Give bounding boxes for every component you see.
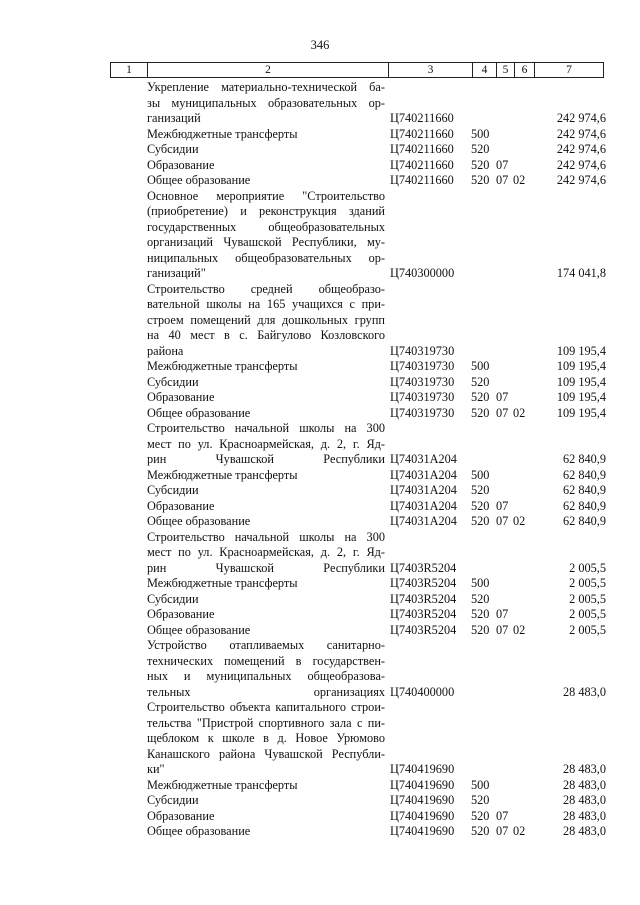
table-row xyxy=(0,406,640,422)
description-line: Межбюджетные трансферты xyxy=(147,359,298,373)
row-col-5: 07 xyxy=(496,157,509,172)
row-col-5: 07 xyxy=(496,824,509,838)
description-line: Образование xyxy=(147,390,215,404)
row-amount: 2 005,5 xyxy=(569,622,606,637)
row-code: Ц7403R5204 xyxy=(390,607,457,621)
description-line: на 40 мест в с. Байгулово Козловского xyxy=(147,328,385,342)
table-row xyxy=(0,158,640,174)
row-description xyxy=(147,592,385,608)
row-col-4: 500 xyxy=(471,126,490,141)
row-code: Ц740211660 xyxy=(390,111,454,125)
row-description xyxy=(147,142,385,158)
description-line: Строительство начальной школы на 300 xyxy=(147,529,385,544)
row-amount: 28 483,0 xyxy=(562,824,606,838)
description-line: Канашского района Чувашской Республи- xyxy=(147,746,385,761)
description-line: Общее образование xyxy=(147,824,251,838)
row-amount: 109 195,4 xyxy=(556,405,606,420)
table-row xyxy=(0,700,640,778)
row-description xyxy=(147,80,385,127)
table-row xyxy=(0,638,640,700)
table-row xyxy=(0,142,640,158)
description-line: Субсидии xyxy=(147,483,199,497)
row-description xyxy=(147,189,385,282)
row-col-4: 520 xyxy=(471,622,490,637)
row-col-5: 07 xyxy=(496,622,509,637)
row-code: Ц740211660 xyxy=(390,126,454,141)
row-col-6: 02 xyxy=(513,622,526,637)
description-line: рин Чувашской Республики xyxy=(147,560,385,575)
description-line: Межбюджетные трансферты xyxy=(147,467,298,482)
row-amount: 109 195,4 xyxy=(556,374,606,389)
header-col-3: 3 xyxy=(388,63,472,77)
row-amount: 28 483,0 xyxy=(562,793,606,807)
row-amount: 28 483,0 xyxy=(562,808,606,823)
row-code: Ц740319730 xyxy=(390,405,455,420)
row-amount: 109 195,4 xyxy=(556,343,606,358)
row-description xyxy=(147,359,385,375)
header-col-5: 5 xyxy=(496,63,514,77)
row-amount: 62 840,9 xyxy=(562,467,606,482)
row-col-5: 07 xyxy=(496,808,509,823)
row-code: Ц74031А204 xyxy=(390,498,457,513)
row-amount: 174 041,8 xyxy=(556,266,606,280)
table-row xyxy=(0,514,640,530)
description-line: Строительство объекта капитального строи- xyxy=(147,700,385,714)
row-amount: 62 840,9 xyxy=(562,498,606,513)
row-description xyxy=(147,282,385,360)
row-description xyxy=(147,809,385,825)
row-description xyxy=(147,638,385,700)
row-code: Ц740419690 xyxy=(390,793,455,807)
description-line: Общее образование xyxy=(147,405,251,420)
row-amount: 28 483,0 xyxy=(562,684,606,699)
row-description xyxy=(147,390,385,406)
description-line: ганизаций" xyxy=(147,266,206,280)
row-amount: 242 974,6 xyxy=(556,126,606,141)
table-header xyxy=(110,62,604,78)
row-col-5: 07 xyxy=(496,514,509,528)
row-col-4: 500 xyxy=(471,576,490,590)
row-amount: 242 974,6 xyxy=(556,157,606,172)
description-line: строем помещений для дошкольных групп xyxy=(147,312,385,327)
row-col-4: 520 xyxy=(471,142,490,156)
row-col-4: 500 xyxy=(471,777,490,792)
row-amount: 28 483,0 xyxy=(562,762,606,776)
row-col-4: 500 xyxy=(471,467,490,482)
row-description xyxy=(147,607,385,623)
row-description xyxy=(147,623,385,639)
description-line: Образование xyxy=(147,607,215,621)
description-line: Общее образование xyxy=(147,173,251,187)
row-code: Ц74031А204 xyxy=(390,452,457,466)
row-col-6: 02 xyxy=(513,173,526,187)
row-amount: 242 974,6 xyxy=(556,173,606,187)
row-col-4: 520 xyxy=(471,607,490,621)
row-code: Ц740319730 xyxy=(390,374,455,389)
table-row xyxy=(0,824,640,840)
row-amount: 242 974,6 xyxy=(556,142,606,156)
table-row xyxy=(0,282,640,360)
description-line: ганизаций xyxy=(147,111,201,125)
row-amount: 62 840,9 xyxy=(562,483,606,497)
row-description xyxy=(147,421,385,468)
table-row xyxy=(0,483,640,499)
row-description xyxy=(147,173,385,189)
row-col-5: 07 xyxy=(496,498,509,513)
row-code: Ц7403R5204 xyxy=(390,622,457,637)
row-description xyxy=(147,700,385,778)
table-row xyxy=(0,80,640,127)
row-description xyxy=(147,499,385,515)
description-line: Образование xyxy=(147,498,215,513)
table-row xyxy=(0,127,640,143)
row-description xyxy=(147,793,385,809)
table-row xyxy=(0,607,640,623)
row-amount: 28 483,0 xyxy=(562,777,606,792)
row-col-4: 520 xyxy=(471,514,490,528)
row-amount: 2 005,5 xyxy=(569,607,606,621)
description-line: тельных организациях xyxy=(147,684,385,699)
description-line: государственных общеобразовательных xyxy=(147,219,385,234)
row-amount: 109 195,4 xyxy=(556,390,606,404)
description-line: Строительство средней общеобразо- xyxy=(147,281,385,296)
row-amount: 2 005,5 xyxy=(569,560,606,575)
row-code: Ц7403R5204 xyxy=(390,560,457,575)
row-code: Ц74031А204 xyxy=(390,483,457,497)
description-line: Межбюджетные трансферты xyxy=(147,576,298,590)
row-description xyxy=(147,778,385,794)
description-line: Основное мероприятие "Строительство xyxy=(147,188,385,203)
row-amount: 242 974,6 xyxy=(556,111,606,125)
description-line: ных и муниципальных общеобразова- xyxy=(147,669,385,683)
row-col-5: 07 xyxy=(496,173,509,187)
description-line: вательной школы на 165 учащихся с при- xyxy=(147,297,385,311)
table-row xyxy=(0,375,640,391)
table-row xyxy=(0,623,640,639)
row-col-6: 02 xyxy=(513,514,526,528)
row-col-4: 520 xyxy=(471,824,490,838)
row-col-5: 07 xyxy=(496,390,509,404)
description-line: Устройство отапливаемых санитарно- xyxy=(147,638,385,652)
description-line: организаций Чувашской Республики, му- xyxy=(147,235,385,249)
header-col-2: 2 xyxy=(147,63,388,77)
description-line: щеблоком к школе в д. Новое Урюмово xyxy=(147,731,385,745)
row-amount: 2 005,5 xyxy=(569,591,606,606)
row-code: Ц7403R5204 xyxy=(390,576,457,590)
table-row xyxy=(0,421,640,468)
description-line: Межбюджетные трансферты xyxy=(147,126,298,141)
description-line: Субсидии xyxy=(147,374,199,389)
table-row xyxy=(0,592,640,608)
row-col-4: 520 xyxy=(471,793,490,807)
description-line: Межбюджетные трансферты xyxy=(147,777,298,792)
description-line: ниципальных общеобразовательных ор- xyxy=(147,250,385,265)
row-code: Ц74031А204 xyxy=(390,514,457,528)
row-code: Ц740211660 xyxy=(390,173,454,187)
header-col-4: 4 xyxy=(472,63,496,77)
row-code: Ц740211660 xyxy=(390,142,454,156)
table-row xyxy=(0,530,640,577)
row-col-6: 02 xyxy=(513,824,526,838)
row-amount: 2 005,5 xyxy=(569,576,606,590)
table-row xyxy=(0,189,640,282)
row-col-4: 520 xyxy=(471,390,490,404)
row-col-4: 500 xyxy=(471,359,490,373)
row-code: Ц7403R5204 xyxy=(390,591,457,606)
table-row xyxy=(0,390,640,406)
row-code: Ц740400000 xyxy=(390,684,455,699)
row-col-4: 520 xyxy=(471,591,490,606)
row-col-4: 520 xyxy=(471,405,490,420)
description-line: района xyxy=(147,343,184,358)
description-line: Общее образование xyxy=(147,514,251,528)
row-col-4: 520 xyxy=(471,808,490,823)
row-description xyxy=(147,406,385,422)
description-line: (приобретение) и реконструкция зданий xyxy=(147,204,385,218)
page-number: 346 xyxy=(310,38,330,52)
description-line: зы муниципальных образовательных ор- xyxy=(147,95,385,110)
row-description xyxy=(147,530,385,577)
row-col-6: 02 xyxy=(513,405,526,420)
table-row xyxy=(0,468,640,484)
row-col-4: 520 xyxy=(471,173,490,187)
row-code: Ц740319730 xyxy=(390,343,455,358)
row-code: Ц740419690 xyxy=(390,762,455,776)
description-line: Образование xyxy=(147,157,215,172)
row-description xyxy=(147,468,385,484)
description-line: Субсидии xyxy=(147,793,199,807)
row-description xyxy=(147,483,385,499)
row-code: Ц740300000 xyxy=(390,266,455,280)
row-code: Ц740419690 xyxy=(390,777,455,792)
row-description xyxy=(147,576,385,592)
row-code: Ц740419690 xyxy=(390,808,455,823)
description-line: Укрепление материально-технической ба- xyxy=(147,80,385,94)
table-row xyxy=(0,793,640,809)
description-line: мест по ул. Красноармейская, д. 2, г. Яд- xyxy=(147,545,385,559)
description-line: рин Чувашской Республики xyxy=(147,452,385,466)
row-code: Ц740319730 xyxy=(390,390,455,404)
row-description xyxy=(147,514,385,530)
description-line: Образование xyxy=(147,808,215,823)
description-line: тельства "Пристрой спортивного зала с пи- xyxy=(147,715,385,730)
header-col-7: 7 xyxy=(534,63,604,77)
table-row xyxy=(0,499,640,515)
row-col-4: 520 xyxy=(471,483,490,497)
row-col-4: 520 xyxy=(471,374,490,389)
table-row xyxy=(0,576,640,592)
row-amount: 62 840,9 xyxy=(562,514,606,528)
row-description xyxy=(147,127,385,143)
description-line: ки" xyxy=(147,762,165,776)
row-code: Ц740211660 xyxy=(390,157,454,172)
row-col-5: 07 xyxy=(496,607,509,621)
row-amount: 109 195,4 xyxy=(556,359,606,373)
row-amount: 62 840,9 xyxy=(562,452,606,466)
header-col-6: 6 xyxy=(514,63,534,77)
table-row xyxy=(0,173,640,189)
row-code: Ц740419690 xyxy=(390,824,455,838)
header-col-1: 1 xyxy=(110,63,147,77)
description-line: Строительство начальной школы на 300 xyxy=(147,421,385,435)
row-col-4: 520 xyxy=(471,498,490,513)
row-col-4: 520 xyxy=(471,157,490,172)
description-line: технических помещений в государствен- xyxy=(147,653,385,668)
description-line: Субсидии xyxy=(147,591,199,606)
table-row xyxy=(0,809,640,825)
row-description xyxy=(147,824,385,840)
row-description xyxy=(147,375,385,391)
description-line: мест по ул. Красноармейская, д. 2, г. Яд- xyxy=(147,436,385,451)
row-description xyxy=(147,158,385,174)
row-code: Ц74031А204 xyxy=(390,467,457,482)
description-line: Общее образование xyxy=(147,622,251,637)
row-col-5: 07 xyxy=(496,405,509,420)
row-code: Ц740319730 xyxy=(390,359,455,373)
table-row xyxy=(0,359,640,375)
description-line: Субсидии xyxy=(147,142,199,156)
table-row xyxy=(0,778,640,794)
